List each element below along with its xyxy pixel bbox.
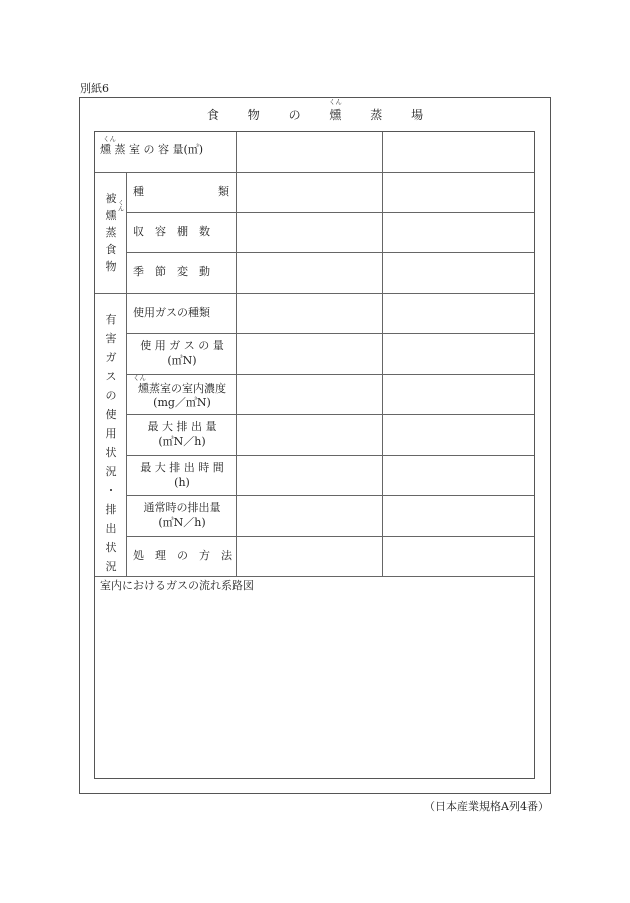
normal-discharge-label: 通常時の排出量 (㎥N／h) xyxy=(143,501,221,529)
capacity-remarks-cell[interactable] xyxy=(383,133,533,172)
room-concentration-label: くん 燻蒸室の室内濃度 (mg／㎥N) xyxy=(133,374,226,410)
gas-amount-label: 使 用 ガ ス の 量 (㎥N) xyxy=(140,339,224,367)
title-ruby-char: くん 燻 xyxy=(328,98,342,122)
gas-type-label: 使用ガスの種類 xyxy=(133,306,210,319)
title-char: の xyxy=(288,108,301,122)
capacity-value-cell[interactable] xyxy=(237,133,382,172)
page-title xyxy=(79,98,551,123)
kind-label: 種 類 xyxy=(133,185,229,198)
harmful-gas-group-label: 有 害 ガ ス の 使 用 状 況 ・ 排 出 状 況 xyxy=(105,313,117,573)
max-discharge-time-label: 最 大 排 出 時 間 (h) xyxy=(140,461,224,489)
paper-size-note: （日本産業規格A列4番） xyxy=(424,800,549,813)
gas-flow-diagram-label: 室内におけるガスの流れ系路図 xyxy=(100,579,254,592)
max-discharge-label: 最 大 排 出 量 (㎥N／h) xyxy=(147,420,217,448)
annex-label: 別紙6 xyxy=(80,82,109,95)
furigana: くん xyxy=(328,98,342,106)
capacity-label: くん 燻 蒸 室 の 容 量(㎥) xyxy=(100,135,204,156)
title-char: 蒸 xyxy=(370,108,383,122)
shelf-count-label: 収 容 棚 数 xyxy=(133,225,210,238)
gas-flow-diagram-area[interactable] xyxy=(96,577,533,778)
title-char: 場 xyxy=(411,108,424,122)
seasonal-variation-label: 季 節 変 動 xyxy=(133,265,210,278)
title-char: 物 xyxy=(247,108,260,122)
treatment-method-label: 処 理 の 方 法 xyxy=(133,549,232,562)
smoked-food-group-label: 被 燻 く ん 蒸 食 物 xyxy=(105,192,125,273)
title-char: 食 xyxy=(206,108,219,122)
form-table xyxy=(94,131,535,779)
